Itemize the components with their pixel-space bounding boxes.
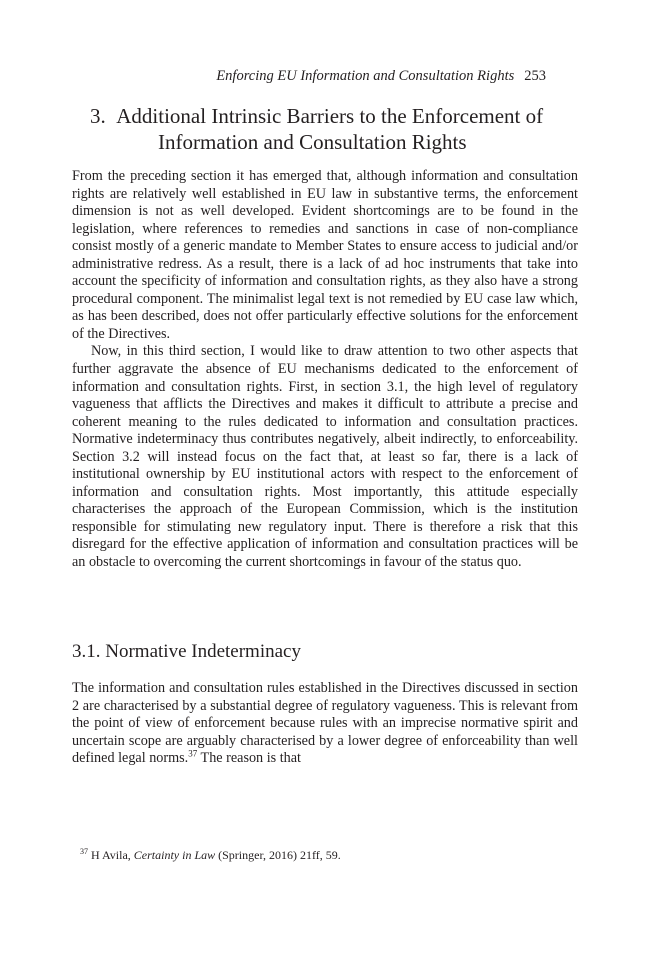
running-head <box>216 68 546 85</box>
section-heading <box>72 103 578 155</box>
page-number: 253 <box>524 68 546 84</box>
footnote-reference[interactable]: 37 <box>188 748 198 759</box>
section-title-line1: Additional Intrinsic Barriers to the Enforcement of <box>116 104 544 128</box>
body-paragraph-2: Now, in this third section, I would like to draw attention to two other aspects that further aggravate the absence of EU mechanisms dedicated to the enforcement of information and consultation rights. First, in section 3.1, the high level of regulatory vagueness that afflicts the Directives and makes it difficult to attribute a precise and coherent meaning to the rules dedicated to information and consultation practices. Normative indeterminacy thus contributes negatively, albeit indirectly, to enforceability. Section 3.2 will instead focus on the fact that, at least so far, there is a lack of institutional ownership by EU institutional actors with respect to the enforcement of information and consultation rights. Most importantly, this attitude especially characterises the approach of the European Commission, which is the institution responsible for stimulating new regulatory input. There is therefore a risk that this disregard for the effective application of information and consultation practices will be an obstacle to overcoming the current shortcomings in favour of the status quo. <box>72 343 578 571</box>
footnote-suffix: (Springer, 2016) 21ff, 59. <box>215 848 341 862</box>
subsection-heading: 3.1. Normative Indeterminacy <box>72 641 301 662</box>
body-paragraph-1: From the preceding section it has emerged that, although information and consultation rights are relatively well established in EU law in substantive terms, the enforcement dimension is not as well developed. Evident shortcomings are to be found in the legislation, where references to remedies and sanctions in case of non-compliance consist mostly of a generic mandate to Member States to ensure access to judicial and/or administrative redress. As a result, there is a lack of ad hoc instruments that take into account the specificity of information and consultation rights, as they also have a strong procedural component. The minimalist legal text is not remedied by EU case law which, as has been described, does not offer particularly effective solutions for the enforcement of the Directives. <box>72 168 578 342</box>
subsection-paragraph-tail: The reason is that <box>197 750 301 767</box>
section-number: 3. <box>90 104 106 128</box>
section-body <box>72 168 578 572</box>
footnote-prefix: H Avila, <box>88 848 134 862</box>
subsection-body <box>72 680 578 768</box>
section-title-line2: Information and Consultation Rights <box>158 130 467 154</box>
section-heading-line1 <box>72 103 578 129</box>
footnote-book-title: Certainty in Law <box>133 848 216 862</box>
running-head-title: Enforcing EU Information and Consultation Rights <box>216 68 515 84</box>
subsection-paragraph <box>72 680 578 768</box>
subsection-paragraph-text: The information and consultation rules established in the Directives discussed in section 2 are characterised by a substantial degree of regulatory vagueness. This is relevant from the point of view of enforcement because rules with an imprecise normative spirit and uncertain scope are arguably characterised by a lower degree of enforceability than well defined legal norms. <box>72 680 578 767</box>
footnote-marker: 37 <box>80 847 88 856</box>
footnote <box>80 848 341 863</box>
